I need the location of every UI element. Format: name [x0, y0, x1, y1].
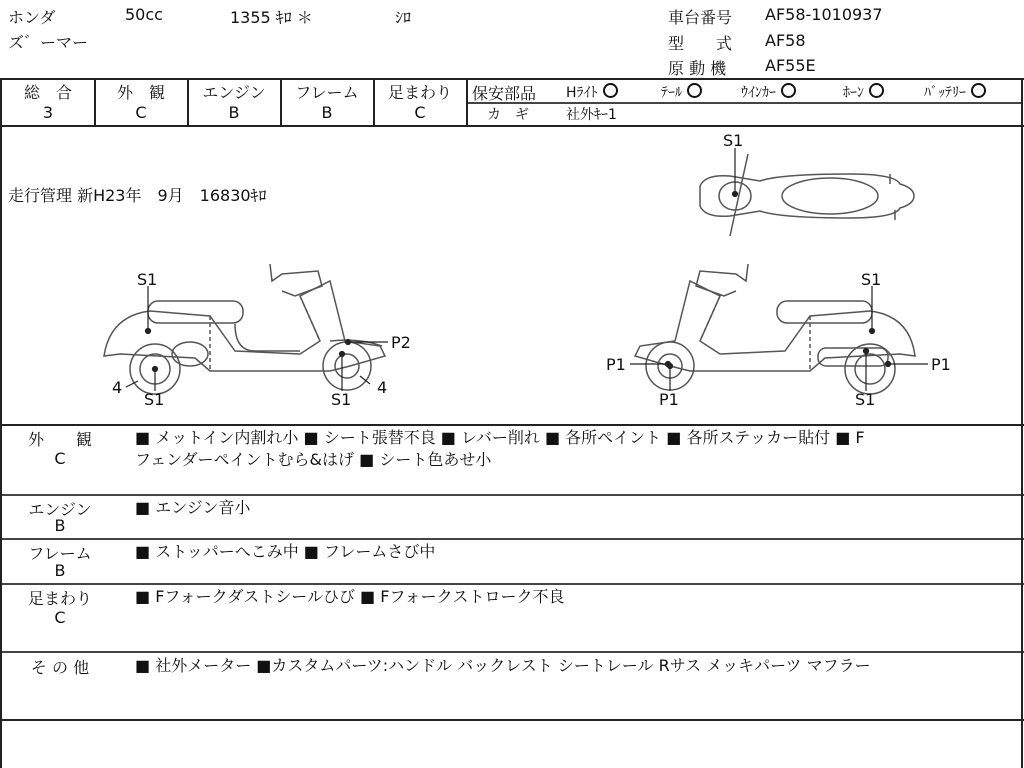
vehicle-color: ｼﾛ: [395, 8, 412, 27]
remark-category-suspension: 足まわり: [27, 589, 92, 608]
odometer-reading: 1355 ｷﾛ ＊: [230, 8, 313, 27]
remark-divider-4: [0, 651, 1024, 653]
right-border: [1021, 78, 1023, 768]
remark-category-engine: エンジン: [28, 500, 92, 519]
maker-name: ホンダ: [8, 8, 56, 27]
remark-text-exterior: [135, 427, 1015, 471]
frame-number: AF58-1010937: [765, 5, 883, 24]
grade-value-suspension: C: [414, 103, 426, 122]
safety-item-headlight: [566, 82, 618, 102]
damage-code-label: S1: [331, 390, 352, 409]
grade-label-exterior: 外 観: [116, 83, 165, 102]
grade-value-frame: B: [321, 103, 333, 122]
key-value: 社外ｷｰ1: [566, 107, 617, 123]
grade-col-divider-5: [466, 78, 468, 126]
remark-divider-3: [0, 583, 1024, 585]
mileage-history-note: 走行管理 新H23年 9月 16830ｷﾛ: [8, 186, 267, 205]
engine-model-label: 原 動 機: [668, 59, 727, 78]
grade-label-overall: 総 合: [23, 83, 72, 102]
damage-code-label: P1: [931, 355, 951, 374]
ok-circle-icon: [687, 83, 702, 98]
damage-code-label: S1: [855, 390, 876, 409]
damage-code-label: P1: [659, 390, 679, 409]
frame-number-label: 車台番号: [668, 8, 733, 27]
remark-text-other: ■ 社外メーター ■カスタムパーツ:ハンドル バックレスト シートレール Rサス メッキパーツ マフラー: [135, 656, 871, 675]
ok-circle-icon: [603, 83, 618, 98]
type-label: 型 式: [668, 34, 733, 53]
remark-divider-5: [0, 719, 1024, 721]
remark-grade-exterior: C: [54, 449, 66, 468]
safety-divider: [467, 102, 1022, 104]
damage-code-label: 4: [112, 378, 123, 397]
remark-category-exterior: 外 観: [27, 430, 92, 449]
safety-item-name: ｳｲﾝｶｰ: [741, 85, 776, 101]
remark-text-frame: ■ ストッパーへこみ中 ■ フレームさび中: [135, 542, 436, 561]
grade-label-frame: フレーム: [295, 83, 359, 102]
remark-grade-frame: B: [54, 561, 66, 580]
grade-value-engine: B: [228, 103, 240, 122]
remark-divider-1: [0, 494, 1024, 496]
remark-category-frame: フレーム: [28, 544, 92, 563]
ok-circle-icon: [869, 83, 884, 98]
displacement: 50cc: [125, 5, 163, 24]
safety-item-name: ﾊﾞｯﾃﾘｰ: [924, 85, 966, 101]
ok-circle-icon: [971, 83, 986, 98]
remark-grade-suspension: C: [54, 608, 66, 627]
remark-text-suspension: ■ Fフォークダストシールひび ■ Fフォークストローク不良: [135, 587, 565, 606]
safety-parts-label: 保安部品: [472, 84, 537, 103]
remark-category-other: そ の 他: [30, 658, 90, 677]
damage-code-label: 4: [377, 378, 388, 397]
damage-code-label: P1: [606, 355, 626, 374]
model-name: ズ゛ーマー: [8, 33, 89, 52]
grade-value-exterior: C: [135, 103, 147, 122]
grade-value-overall: 3: [42, 103, 54, 122]
grade-label-engine: エンジン: [202, 83, 266, 102]
type-value: AF58: [765, 31, 806, 50]
grade-label-suspension: 足まわり: [387, 83, 452, 102]
damage-code-label: S1: [137, 270, 158, 289]
remark-grade-engine: B: [54, 516, 66, 535]
safety-item-horn: [843, 82, 884, 102]
safety-item-battery: [924, 82, 986, 102]
damage-code-label: S1: [723, 131, 744, 150]
safety-item-name: ﾃｰﾙ: [661, 85, 682, 101]
safety-item-winker: [741, 82, 796, 102]
safety-item-name: ﾎｰﾝ: [843, 85, 864, 101]
safety-item-tail: [661, 82, 702, 102]
remark-divider-2: [0, 538, 1024, 540]
safety-item-name: Hﾗｲﾄ: [566, 85, 598, 101]
engine-model-value: AF55E: [765, 56, 816, 75]
remark-line: フェンダーペイントむら&はげ ■ シート色あせ小: [135, 450, 492, 469]
damage-code-label: S1: [144, 390, 165, 409]
remark-line: ■ メットイン内割れ小 ■ シート張替不良 ■ レバー削れ ■ 各所ペイント ■ 各所ステッカー貼付 ■ F: [135, 428, 865, 447]
remark-text-engine: ■ エンジン音小: [135, 498, 251, 517]
ok-circle-icon: [781, 83, 796, 98]
key-label: カ ギ: [487, 107, 529, 123]
damage-code-label: S1: [861, 270, 882, 289]
diagram-bottom-border: [0, 424, 1024, 426]
damage-code-label: P2: [391, 333, 411, 352]
